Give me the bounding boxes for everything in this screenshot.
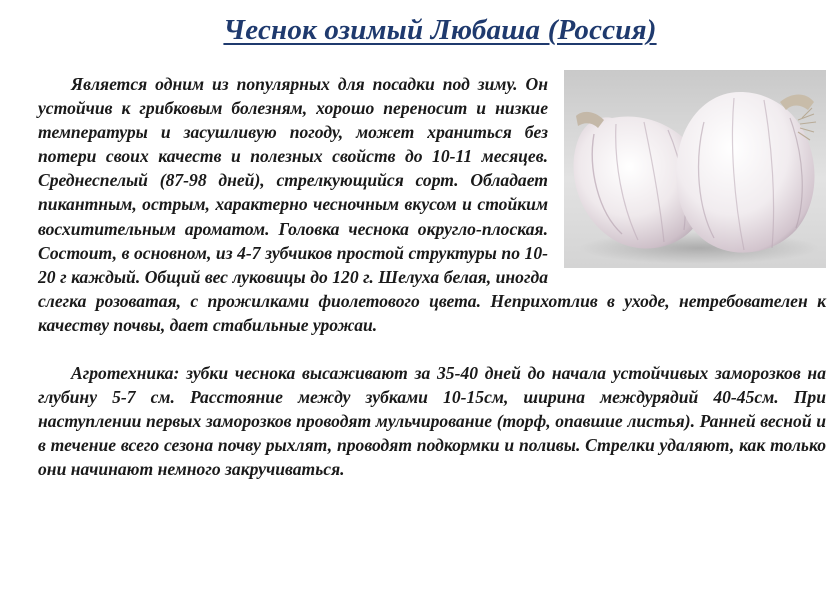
article-body — [38, 72, 826, 482]
page-title: Чеснок озимый Любаша (Россия) — [223, 14, 657, 46]
garlic-icon — [564, 70, 826, 268]
garlic-photo — [564, 70, 826, 268]
paragraph-agrotechnics: Агротехника: зубки чеснока высаживают за 35-40 дней до начала устойчивых заморозков на глубину 5-7 см. Расстояние между зубками 10-15см, ширина междурядий 40-45см. При наступлении первых заморозков проводят мульчирование (торф, опавшие листья). Ранней весной и в течение всего сезона почву рыхлят, проводят подкормки и поливы. Стрелки удаляют, как только они начинают немного закручиваться. — [38, 363, 826, 480]
paragraph-description: Является одним из популярных для посадки под зиму. Он устойчив к грибковым болезням, хорошо переносит и низкие температуры и засушливую погоду, может храниться без потери своих качеств и полезных свойств до 10-11 месяцев. Среднеспелый (87-98 дней), стрелкующийся сорт. Обладает пикантным, острым, характерно чесночным вкусом и стойким восхитительным ароматом. Головка чеснока округло-плоская. Состоит, в основном, из 4-7 зубчиков простой структуры по 10-20 г каждый. Общий вес луковицы до 120 г. Шелуха белая, иногда слегка розоватая, с прожилками фиолетового цвета. Неприхотлив в уходе, нетребователен к качеству почвы, дает стабильные урожаи. — [38, 74, 826, 335]
